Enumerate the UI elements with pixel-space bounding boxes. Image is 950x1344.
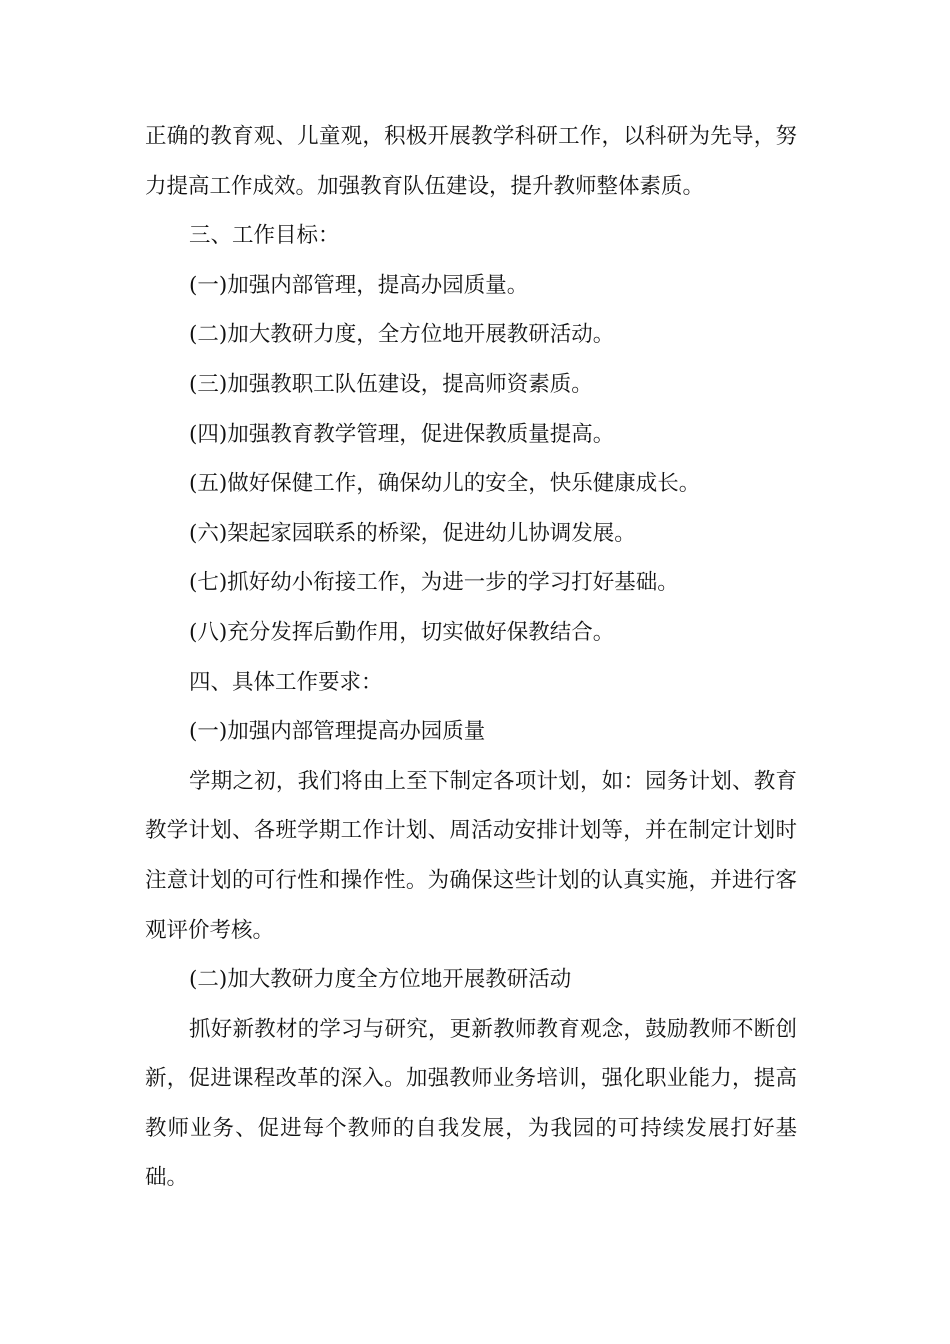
- goal-item-8: (八)充分发挥后勤作用，切实做好保教结合。: [189, 619, 615, 645]
- subheading-internal-management: (一)加强内部管理提高办园质量: [189, 719, 486, 745]
- subheading-teaching-research: (二)加大教研力度全方位地开展教研活动: [189, 967, 572, 993]
- goal-item-3: (三)加强教职工队伍建设，提高师资素质。: [189, 371, 593, 397]
- goal-item-6: (六)架起家园联系的桥梁，促进幼儿协调发展。: [189, 520, 636, 546]
- goal-item-7: (七)抓好幼小衔接工作，为进一步的学习打好基础。: [189, 570, 679, 596]
- paragraph-new-materials: 抓好新教材的学习与研究，更新教师教育观念，鼓励教师不断创新，促进课程改革的深入。加强教师业务培训，强化职业能力，提高教师业务、促进每个教师的自我发展，为我园的可持续发展打好基础。: [145, 1016, 797, 1191]
- goal-item-1: (一)加强内部管理，提高办园质量。: [189, 272, 529, 298]
- document-body: [145, 112, 797, 1203]
- goal-item-5: (五)做好保健工作，确保幼儿的安全，快乐健康成长。: [189, 471, 701, 497]
- paragraph-plans: 学期之初，我们将由上至下制定各项计划，如：园务计划、教育教学计划、各班学期工作计划、周活动安排计划等，并在制定计划时注意计划的可行性和操作性。为确保这些计划的认真实施，并进行客观评价考核。: [145, 768, 797, 943]
- paragraph-1: 正确的教育观、儿童观，积极开展教学科研工作，以科研为先导，努力提高工作成效。加强教育队伍建设，提升教师整体素质。: [145, 124, 797, 199]
- section-heading-requirements: 四、具体工作要求：: [189, 669, 383, 695]
- section-heading-work-goals: 三、工作目标：: [189, 223, 340, 249]
- goal-item-2: (二)加大教研力度，全方位地开展教研活动。: [189, 322, 615, 348]
- goal-item-4: (四)加强教育教学管理，促进保教质量提高。: [189, 421, 615, 447]
